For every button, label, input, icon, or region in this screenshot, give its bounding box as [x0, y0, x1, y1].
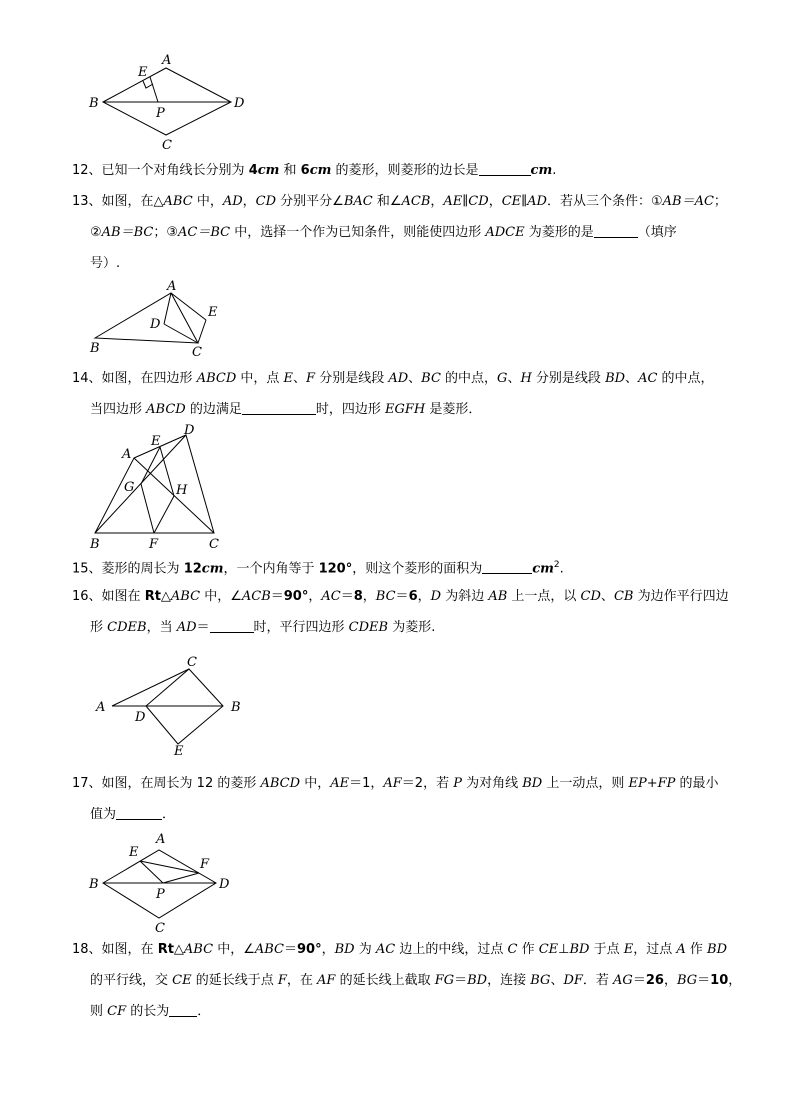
figure-17 — [86, 828, 246, 938]
label-A: A — [96, 700, 106, 715]
answer-blank[interactable] — [594, 223, 638, 238]
label-B: B — [90, 537, 100, 552]
segment-pf — [163, 873, 199, 883]
label-A: A — [156, 832, 166, 847]
label-F: F — [200, 857, 210, 872]
question-18 — [72, 934, 742, 1027]
label-A: A — [167, 279, 177, 294]
segment-ad — [164, 293, 171, 324]
question-16-line-1: 16、如图在 Rt△ABC 中，∠ACB＝90°，AC＝8，BC＝6，D 为斜边 AB 上一点，以 CD、CB 为边作平行四边 — [72, 589, 729, 604]
question-16 — [72, 581, 732, 643]
question-16-line-2: 形 CDEB，当 AD＝ 时，平行四边形 CDEB 为菱形. — [90, 620, 436, 635]
segment-ep — [150, 77, 158, 102]
label-B: B — [90, 341, 100, 356]
label-H: H — [176, 483, 188, 498]
question-15-line-1: 15、菱形的周长为 12cm，一个内角等于 120°，则这个菱形的面积为 $cm^2$. — [72, 560, 564, 577]
answer-blank[interactable] — [116, 805, 162, 820]
label-C: C — [209, 537, 219, 552]
question-number: 14、 — [72, 371, 102, 386]
question-number: 18、 — [72, 942, 102, 957]
answer-blank[interactable] — [210, 618, 254, 633]
question-17-line-2: 值为 ． — [90, 807, 176, 822]
question-14-line-1: 14、如图，在四边形 ABCD 中，点 E、F 分别是线段 AD、BC 的中点，G、H 分别是线段 BD、AC 的中点， — [72, 371, 714, 386]
segment-ce — [198, 320, 206, 343]
question-number: 13、 — [72, 194, 102, 209]
figure-13 — [86, 280, 226, 365]
label-B: B — [89, 877, 99, 892]
question-13-line-1: 13、如图，在△ABC 中，AD，CD 分别平分∠BAC 和∠ACB，AE∥CD，CE∥AD．若从三个条件：①AB＝AC； — [72, 194, 727, 209]
label-P: P — [156, 887, 165, 902]
question-17 — [72, 768, 732, 830]
label-D: D — [184, 423, 195, 438]
question-14-line-2: 当四边形 ABCD 的边满足 时，四边形 EGFH 是菱形． — [90, 402, 482, 417]
label-D: D — [219, 877, 230, 892]
label-C: C — [192, 345, 202, 360]
question-15 — [72, 550, 732, 584]
label-A: A — [122, 447, 132, 462]
question-18-line-2: 的平行线，交 CE 的延长线于点 F，在 AF 的延长线上截取 FG＝BD，连接 BG、DF．若 AG＝26，BG＝10， — [90, 973, 742, 988]
question-13-line-2: ②AB＝BC；③AC＝BC 中，选择一个作为已知条件，则能使四边形 ADCE 为菱形的是 （填序 — [90, 225, 677, 240]
segment-gf — [141, 484, 154, 533]
label-A: A — [162, 53, 172, 68]
question-number: 16、 — [72, 589, 102, 604]
answer-blank[interactable] — [169, 1002, 197, 1017]
question-18-line-3: 则 CF 的长为 ． — [90, 1004, 211, 1019]
figure-16 — [90, 650, 250, 760]
question-13-line-3: 号）. — [90, 256, 121, 271]
label-G: G — [124, 480, 135, 495]
label-E: E — [151, 434, 161, 449]
label-F: F — [149, 537, 159, 552]
label-B: B — [231, 700, 241, 715]
question-12-line-1: 12、已知一个对角线长分别为 4cm 和 6cm 的菱形，则菱形的边长是 cm. — [72, 163, 557, 178]
label-D: D — [135, 710, 146, 725]
question-13 — [72, 186, 732, 279]
question-number: 15、 — [72, 561, 102, 577]
figure-14 — [86, 420, 236, 555]
answer-blank[interactable] — [242, 400, 316, 415]
segment-ac — [112, 669, 189, 706]
question-number: 12、 — [72, 163, 102, 178]
label-E: E — [174, 744, 184, 759]
question-14 — [72, 363, 732, 425]
label-E: E — [138, 65, 148, 80]
segment-ae — [171, 293, 206, 320]
label-E: E — [208, 305, 218, 320]
label-C: C — [162, 138, 172, 153]
answer-blank[interactable] — [479, 161, 531, 176]
question-number: 17、 — [72, 776, 102, 791]
question-17-line-1: 17、如图，在周长为 12 的菱形 ABCD 中，AE＝1，AF＝2，若 P 为对角线 BD 上一动点，则 EP+FP 的最小 — [72, 776, 719, 791]
figure-rhombus-top — [86, 50, 256, 155]
label-D: D — [150, 317, 161, 332]
label-P: P — [156, 106, 165, 121]
label-E: E — [129, 845, 139, 860]
label-C: C — [187, 655, 197, 670]
segment-ep — [140, 861, 163, 883]
question-18-line-1: 18、如图，在 Rt△ABC 中，∠ABC＝90°，BD 为 AC 边上的中线，过点 C 作 CE⊥BD 于点 E，过点 A 作 BD — [72, 942, 727, 957]
segment-hf — [154, 496, 174, 533]
label-B: B — [89, 96, 99, 111]
label-C: C — [155, 921, 165, 936]
segment-ef — [140, 861, 199, 873]
question-12 — [72, 155, 732, 186]
triangle-abc — [95, 293, 198, 343]
quadrilateral-abcd — [95, 435, 214, 533]
answer-blank[interactable] — [482, 559, 532, 574]
label-D: D — [234, 96, 245, 111]
diagonal-bd — [95, 435, 186, 533]
